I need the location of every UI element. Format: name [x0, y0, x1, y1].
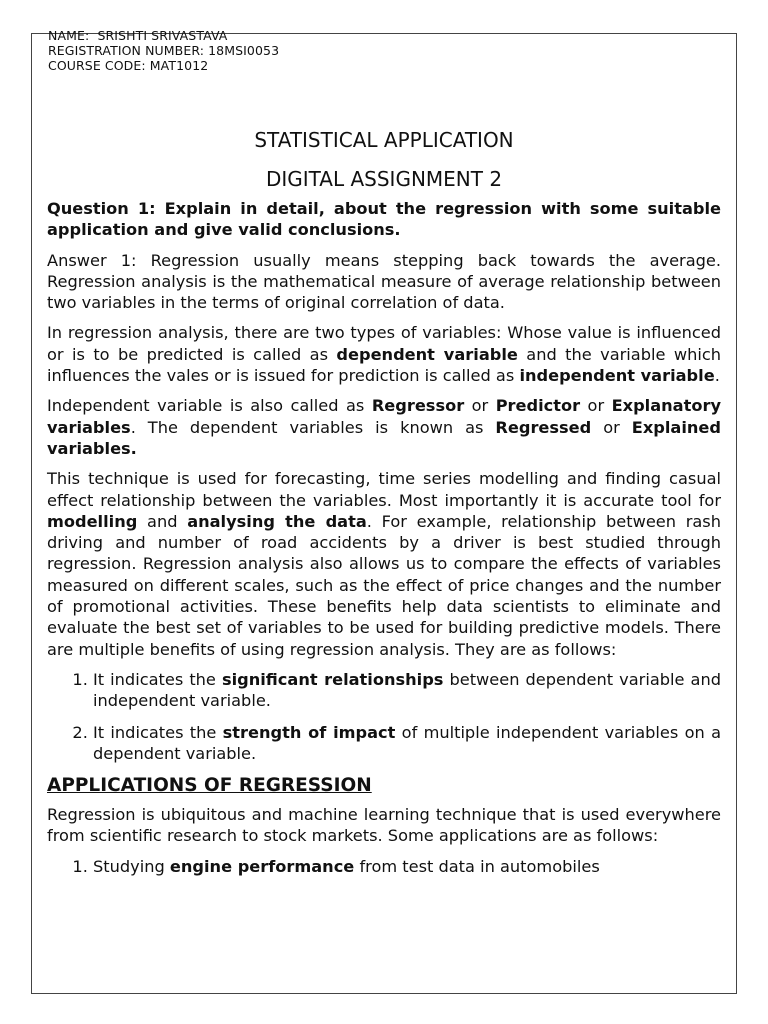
applications-heading: APPLICATIONS OF REGRESSION [47, 775, 372, 797]
answer-paragraph-3: Independent variable is also called as Regressor or Predictor or Explanatory variables. The dependent variables is known as Regressed or Explained variables. [47, 396, 721, 458]
student-header [48, 28, 279, 73]
registration-number: REGISTRATION NUMBER: 18MSI0053 [48, 43, 280, 58]
benefits-list [47, 669, 721, 764]
list-item: 1. Studying engine performance from test data in automobiles [93, 856, 721, 877]
applications-list [47, 856, 721, 877]
question-text: Question 1: Explain in detail, about the regression with some suitable application and give valid conclusions. [47, 199, 721, 240]
list-item: 1. It indicates the significant relationships between dependent variable and independent variable. [93, 669, 721, 712]
document-body [47, 198, 721, 887]
document-subtitle: DIGITAL ASSIGNMENT 2 [265, 167, 503, 191]
student-name: NAME: SRISHTI SRIVASTAVA [48, 28, 228, 43]
list-item: 2. It indicates the strength of impact of multiple independent variables on a dependent variable. [93, 722, 721, 765]
answer-paragraph-2: In regression analysis, there are two types of variables: Whose value is influenced or is to be predicted is called as dependent variable and the variable which influences the vales or is issued for prediction is called as independent variable. [47, 323, 721, 386]
answer-paragraph-1: Answer 1: Regression usually means stepping back towards the average. Regression analysis is the mathematical measure of average relationship between two variables in the terms of original correlation of data. [47, 250, 721, 313]
applications-intro: Regression is ubiquitous and machine learning technique that is used everywhere from scientific research to stock markets. Some applications are as follows: [47, 805, 721, 846]
document-title: STATISTICAL APPLICATION [254, 128, 514, 152]
course-code: COURSE CODE: MAT1012 [48, 58, 209, 73]
answer-paragraph-4: This technique is used for forecasting, time series modelling and finding casual effect relationship between the variables. Most importantly it is accurate tool for modelling and analysing the data. For example, relationship between rash driving and number of road accidents by a driver is best studied through regression. Regression analysis also allows us to compare the effects of variables measured on different scales, such as the effect of price changes and the number of promotional activities. These benefits help data scientists to eliminate and evaluate the best set of variables to be used for building predictive models. There are multiple benefits of using regression analysis. They are as follows: [47, 469, 722, 659]
